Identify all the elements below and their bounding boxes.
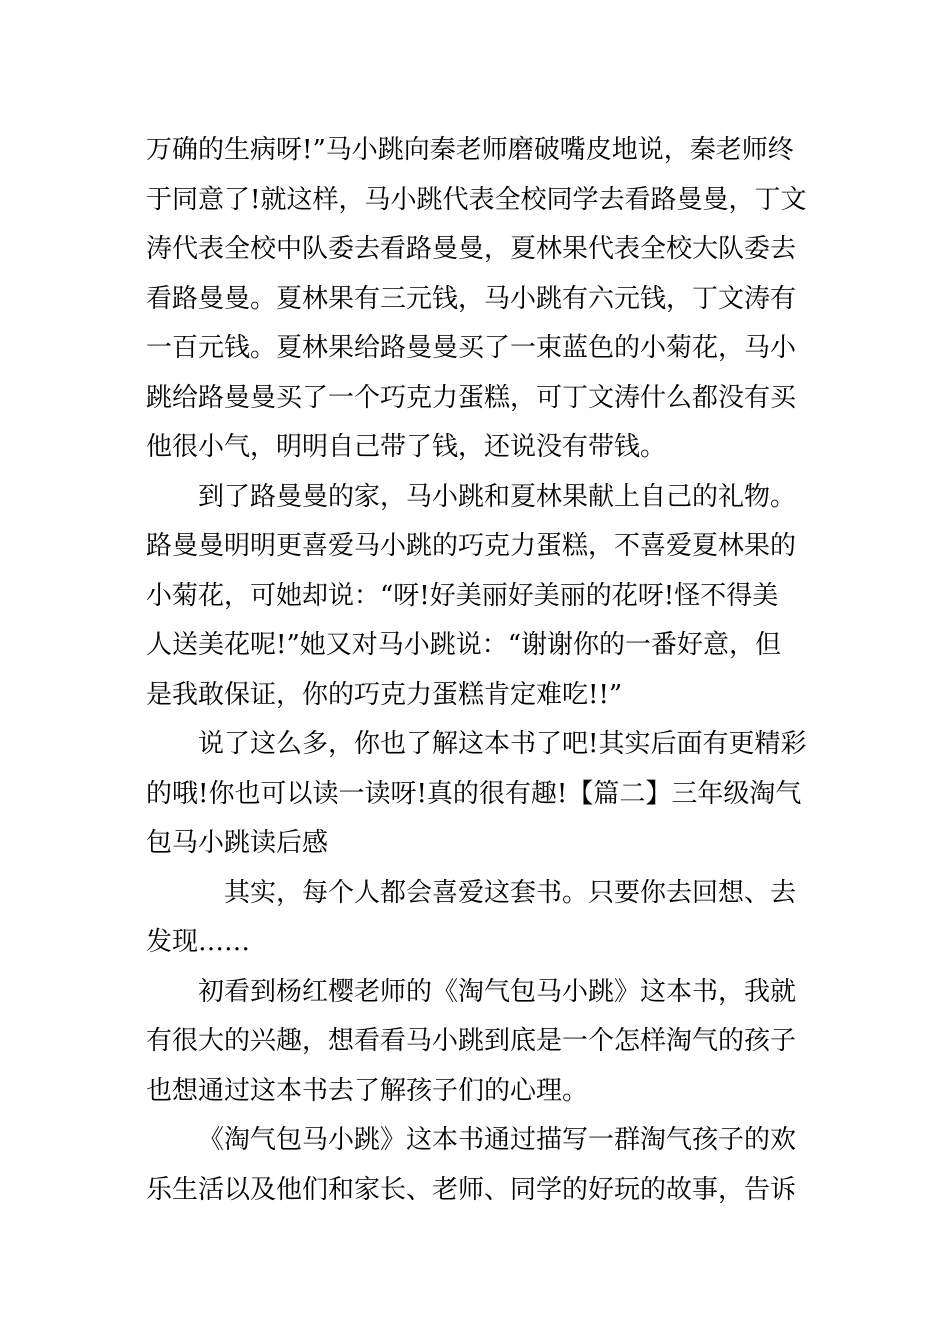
text-line: 涛代表全校中队委去看路曼曼，夏林果代表全校大队委去 [146, 234, 797, 264]
text-line: 于同意了!就这样，马小跳代表全校同学去看路曼曼，丁文 [146, 184, 807, 215]
text-line: 的哦!你也可以读一读呀!真的很有趣!【篇二】三年级淘气 [146, 778, 802, 809]
text-line: 一百元钱。夏林果给路曼曼买了一束蓝色的小菊花，马小 [146, 333, 797, 363]
text-line: 乐生活以及他们和家长、老师、同学的好玩的故事，告诉 [146, 1174, 797, 1205]
text-line: 路曼曼明明更喜爱马小跳的巧克力蛋糕，不喜爱夏林果的 [146, 531, 797, 561]
paragraph-start-line: 初看到杨红樱老师的《淘气包马小跳》这本书，我就 [198, 976, 797, 1007]
text-line: 万确的生病呀!”马小跳向秦老师磨破嘴皮地说，秦老师终 [146, 135, 794, 165]
paragraph-start-line: 到了路曼曼的家，马小跳和夏林果献上自己的礼物。 [198, 481, 797, 512]
text-line: 看路曼曼。夏林果有三元钱，马小跳有六元钱，丁文涛有 [146, 283, 797, 314]
paragraph-start-line: 其实，每个人都会喜爱这套书。只要你去回想、去 [224, 877, 797, 908]
body-text [146, 126, 816, 1215]
text-line: 发现…… [146, 927, 251, 957]
text-line: 跳给路曼曼买了一个巧克力蛋糕，可丁文涛什么都没有买 [146, 382, 797, 413]
paragraph-start-line: 说了这么多，你也了解这本书了吧!其实后面有更精彩 [198, 729, 807, 759]
paragraph-start-line: 《淘气包马小跳》这本书通过描写一群淘气孩子的欢 [198, 1125, 797, 1155]
text-line: 包马小跳读后感 [146, 828, 329, 858]
text-line: 小菊花，可她却说：“呀!好美丽好美丽的花呀!怪不得美 [146, 580, 779, 611]
text-line: 有很大的兴趣，想看看马小跳到底是一个怎样淘气的孩子 [146, 1026, 797, 1056]
text-line: 他很小气，明明自己带了钱，还说没有带钱。 [146, 432, 667, 462]
text-line: 也想通过这本书去了解孩子们的心理。 [146, 1075, 589, 1106]
text-line: 人送美花呢!”她又对马小跳说：“谢谢你的一番好意，但 [146, 630, 782, 660]
text-line: 是我敢保证，你的巧克力蛋糕肯定难吃!!” [146, 679, 623, 710]
